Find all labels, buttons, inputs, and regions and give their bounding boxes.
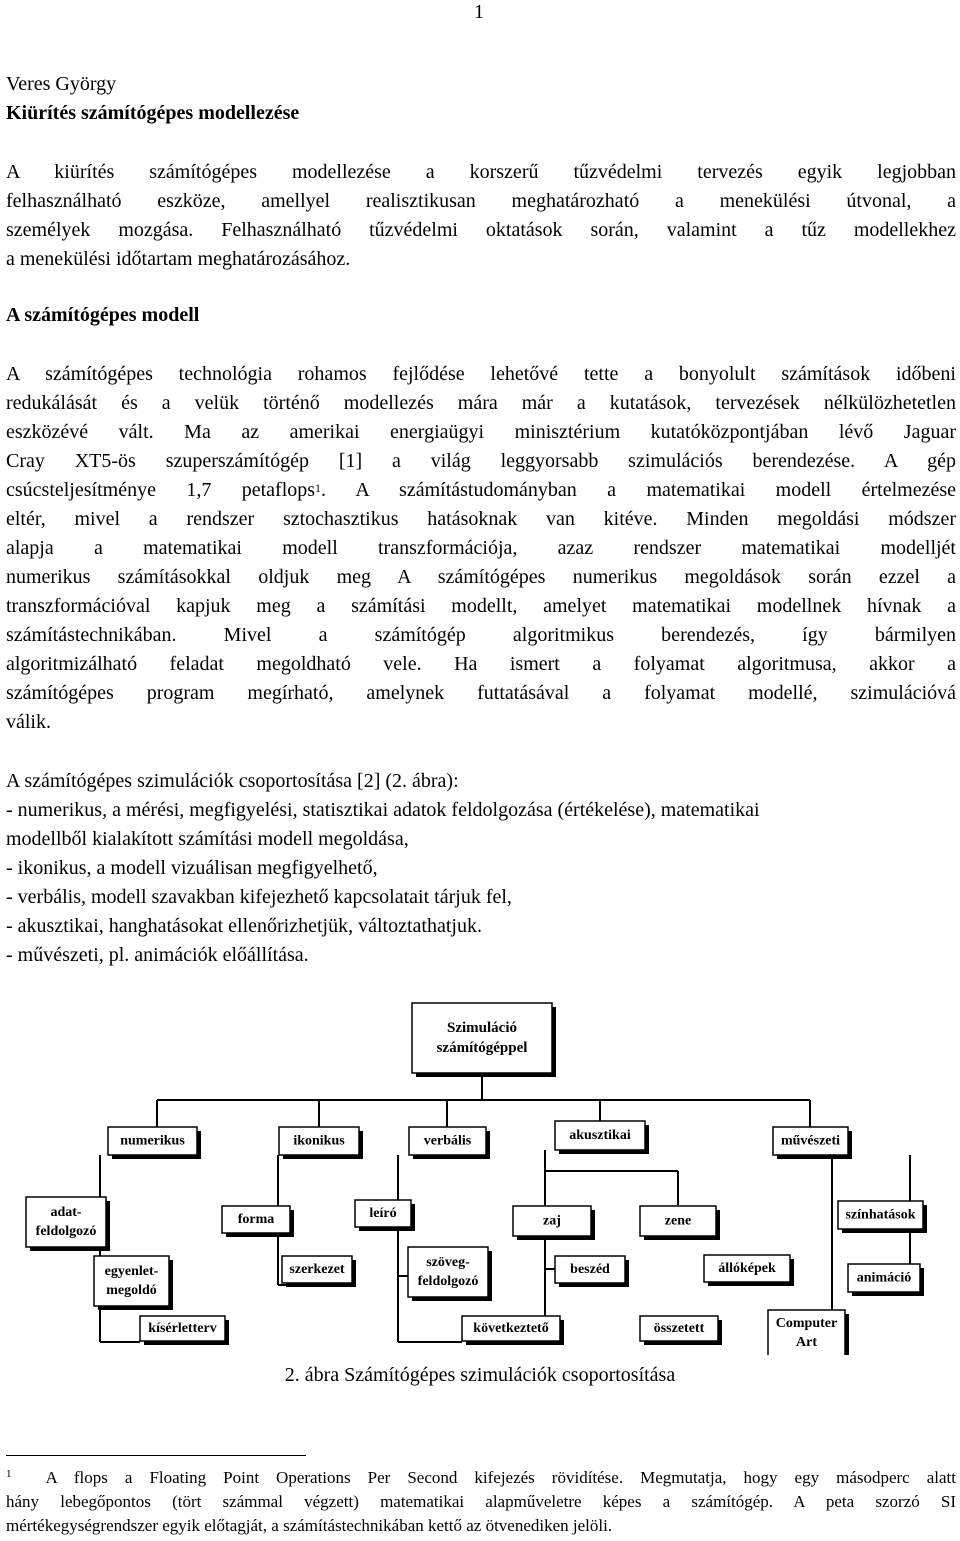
body-line: algoritmizálható feladat megoldható vele. Ha ismert a folyamat algoritmusa, akkor a <box>6 653 956 675</box>
node-label: művészeti <box>780 1133 841 1149</box>
node-label: következtető <box>473 1321 549 1336</box>
node-osszetett <box>640 1316 722 1345</box>
intro-line: felhasználható eszköze, amellyel realisztikusan meghatározható a menekülési útvonal, a <box>6 190 956 212</box>
intro-paragraph <box>6 158 956 274</box>
node-box <box>412 1003 552 1073</box>
node-szinhatasok <box>838 1201 927 1233</box>
node-egyenletmegoldo <box>94 1256 173 1310</box>
category-muveszeti <box>773 1127 852 1159</box>
footnote-mark: 1 <box>6 1468 12 1480</box>
diagram-nodes <box>26 1003 927 1355</box>
node-zaj <box>513 1206 595 1240</box>
node-kovetkezteto <box>462 1316 564 1345</box>
node-label: numerikus <box>120 1133 185 1149</box>
footnote-line: hány lebegőpontos (tört számmal végzett) matematikai alapműveletre képes a számítógép. A peta szorzó SI <box>6 1492 956 1511</box>
body-line: A számítógépes technológia rohamos fejlődése lehetővé tette a bonyolult számítások időbeni <box>6 363 956 385</box>
node-label: akusztikai <box>569 1128 631 1143</box>
node-label: számítógéppel <box>436 1040 528 1057</box>
node-label: egyenlet- <box>104 1264 159 1280</box>
category-ikonikus <box>279 1127 363 1159</box>
category-akusztikai <box>555 1121 649 1154</box>
node-beszed <box>555 1256 629 1287</box>
body-line-with-footnote <box>6 476 956 505</box>
node-label: zaj <box>543 1213 561 1229</box>
body-line: válik. <box>6 711 51 733</box>
node-label: Szimuláció <box>447 1019 517 1036</box>
node-label: színhatások <box>845 1207 916 1223</box>
list-item: - művészeti, pl. animációk előállítása. <box>6 944 309 966</box>
node-label: forma <box>237 1212 275 1227</box>
node-label: megoldó <box>106 1282 157 1298</box>
classification-list <box>6 767 956 970</box>
node-forma <box>222 1206 294 1237</box>
body-line: Cray XT5-ös szuperszámítógép [1] a világ leggyorsabb szimulációs berendezése. A gép <box>6 450 956 472</box>
footnote-text: A flops a Floating Point Operations Per Second kifejezés rövidítése. Megmutatja, hogy egy másodperc alatt <box>45 1468 957 1487</box>
node-label: verbális <box>423 1133 472 1149</box>
category-verbalis <box>409 1127 490 1159</box>
figure-caption: 2. ábra Számítógépes szimulációk csoportosítása <box>284 1364 676 1386</box>
intro-line: a menekülési időtartam meghatározásához. <box>6 248 351 270</box>
body-line: alapja a matematikai modell transzformációja, azaz rendszer matematikai modelljét <box>6 537 956 559</box>
node-label: szöveg- <box>426 1255 470 1271</box>
footnote-line: mértékegységrendszer egyik előtagját, a számítástechnikában kettő az ötvenediken jelöli. <box>6 1516 613 1535</box>
node-label: zene <box>664 1213 692 1229</box>
simulation-tree-diagram <box>0 985 960 1355</box>
node-kiserletterv <box>140 1316 229 1345</box>
node-allokepek <box>704 1255 794 1286</box>
list-item: modellből kialakított számítási modell megoldása, <box>6 828 409 850</box>
node-label: beszéd <box>570 1262 610 1277</box>
footnote-reference: 1 <box>315 481 322 495</box>
list-item: - akusztikai, hanghatásokat ellenőrizhetjük, változtathatjuk. <box>6 915 482 937</box>
body-line: redukálását és a velük történő modellezés mára már a kutatások, tervezések nélkülözhetetlen <box>6 392 956 414</box>
document-title: Kiürítés számítógépes modellezése <box>6 102 300 124</box>
node-label: adat- <box>50 1205 82 1221</box>
intro-line: A kiürítés számítógépes modellezése a korszerű tűzvédelmi tervezés egyik legjobban <box>6 161 956 183</box>
node-label: állóképek <box>718 1261 776 1276</box>
node-zene <box>640 1206 720 1240</box>
node-animacio <box>848 1264 924 1296</box>
body-text: csúcsteljesítménye 1,7 petaflops <box>6 479 316 501</box>
list-item: - numerikus, a mérési, megfigyelési, statisztikai adatok feldolgozása (értékelése), matematikai <box>6 799 760 821</box>
body-line: eszközévé vált. Ma az amerikai energiaügyi minisztérium kutatóközpontjában lévő Jaguar <box>6 421 956 443</box>
node-label: szerkezet <box>289 1262 345 1277</box>
node-label: feldolgozó <box>417 1273 479 1289</box>
body-line: számítógépes program megírható, amelynek futtatásával a folyamat modellé, szimulációvá <box>6 682 956 704</box>
body-line: numerikus számításokkal oldjuk meg A számítógépes numerikus megoldások során ezzel a <box>6 566 956 588</box>
node-label: feldolgozó <box>35 1223 97 1239</box>
node-label: ikonikus <box>293 1133 345 1149</box>
footnote-separator <box>6 1455 306 1456</box>
node-label: Art <box>796 1334 817 1350</box>
body-text: . A számítástudományban a matematikai modell értelmezése <box>321 479 956 501</box>
node-label: leíró <box>369 1206 397 1221</box>
list-item: - verbális, modell szavakban kifejezhető kapcsolatait tárjuk fel, <box>6 886 512 908</box>
root-node <box>412 1003 556 1077</box>
category-numerikus <box>108 1127 201 1159</box>
body-line: számítástechnikában. Mivel a számítógép algoritmikus berendezés, így bármilyen <box>6 624 956 646</box>
node-szerkezet <box>282 1256 356 1287</box>
body-line: transzformációval kapjuk meg a számítási modellt, amelyet matematikai modellnek hívnak a <box>6 595 956 617</box>
body-line: eltér, mivel a rendszer sztochasztikus hatásoknak van kitéve. Minden megoldási módszer <box>6 508 956 530</box>
node-label: összetett <box>653 1321 705 1336</box>
footnote <box>6 1466 956 1538</box>
page-number: 1 <box>474 1 484 23</box>
footnote-line <box>6 1466 956 1490</box>
author: Veres György <box>6 73 117 95</box>
node-szovegfeldolgozo <box>408 1247 492 1301</box>
node-leiro <box>355 1200 415 1231</box>
node-label: Computer <box>775 1316 838 1332</box>
node-label: animáció <box>856 1270 912 1286</box>
node-computer-art <box>768 1310 849 1355</box>
intro-line: személyek mozgása. Felhasználható tűzvédelmi oktatások során, valamint a tűz modellekhez <box>6 219 956 241</box>
node-adatfeldolgozo <box>26 1197 110 1251</box>
list-intro: A számítógépes szimulációk csoportosítása [2] (2. ábra): <box>6 770 459 792</box>
list-item: - ikonikus, a modell vizuálisan megfigyelhető, <box>6 857 378 879</box>
section-heading: A számítógépes modell <box>6 304 200 326</box>
node-label: kísérletterv <box>148 1321 217 1336</box>
body-paragraph <box>6 360 956 737</box>
